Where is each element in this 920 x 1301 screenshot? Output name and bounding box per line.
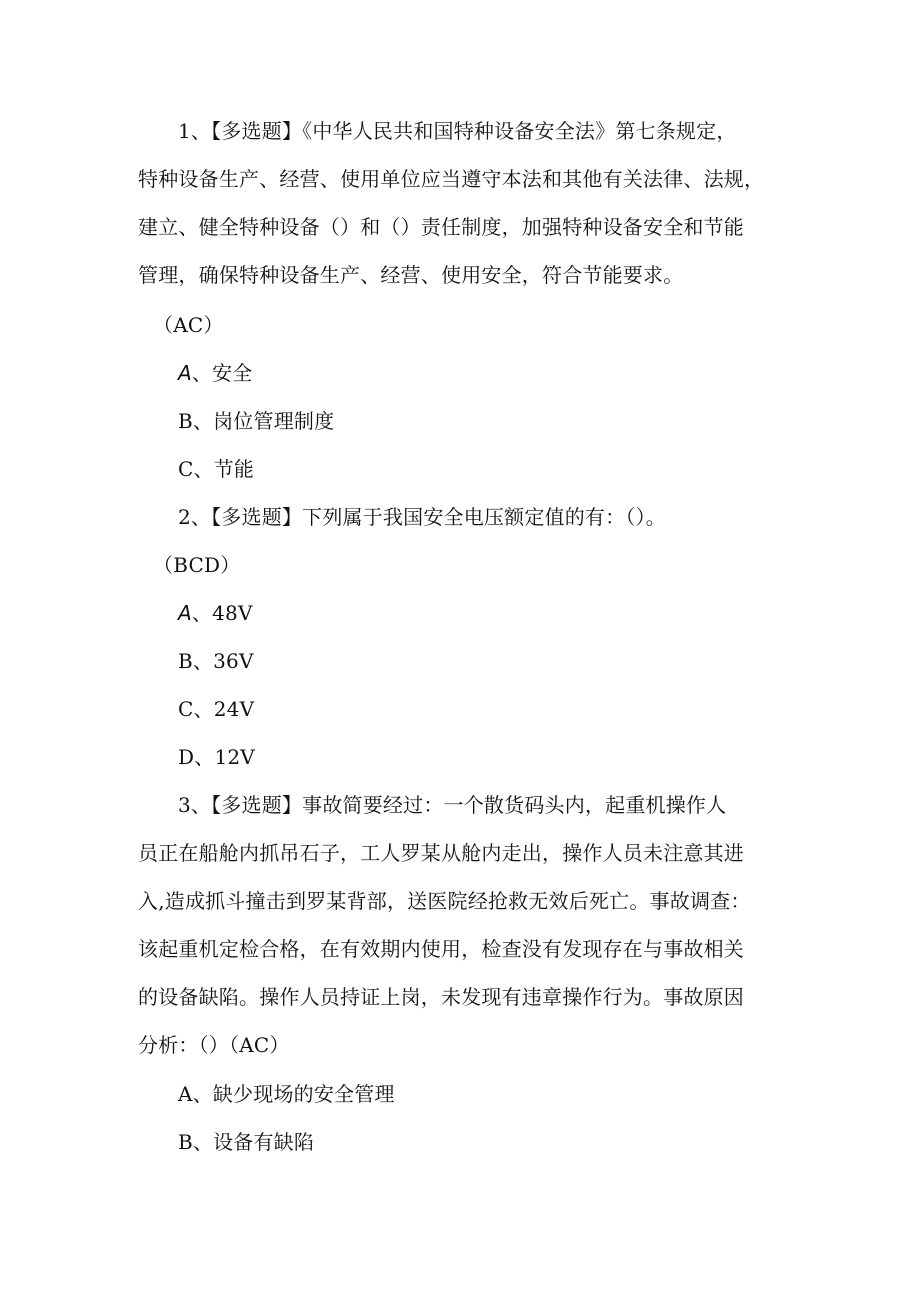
question-2-option-c: [178, 697, 254, 721]
option-separator: 、: [192, 1082, 213, 1106]
question-1-option-a: [178, 361, 253, 385]
question-3-stem-line-2: 员正在船舱内抓吊石子，工人罗某从舱内走出，操作人员未注意其进: [138, 841, 744, 865]
question-2-answer: （BCD）: [153, 553, 241, 577]
question-1-stem-line-2: 特种设备生产、经营、使用单位应当遵守本法和其他有关法律、法规，: [138, 167, 765, 191]
option-letter: C: [178, 697, 194, 721]
option-separator: 、: [192, 409, 214, 433]
option-letter: B: [178, 1130, 193, 1154]
option-separator: 、: [192, 1130, 214, 1154]
option-text: 设备有缺陷: [213, 1130, 315, 1154]
option-text: 节能: [213, 457, 255, 481]
question-2-stem-line-1: 下列属于我国安全电压额定值的有：（）。: [302, 505, 666, 529]
option-text: 12V: [214, 745, 255, 769]
option-separator: 、: [193, 457, 214, 481]
option-text: 岗位管理制度: [213, 409, 335, 433]
option-separator: 、: [191, 361, 213, 385]
question-3-stem-line-1: 事故简要经过：一个散货码头内，起重机操作人: [302, 793, 727, 817]
question-1-number-tag: 1、【多选题】: [178, 119, 303, 143]
question-1-option-b: [178, 409, 334, 433]
question-2-option-a: [178, 601, 253, 625]
question-2-option-d: [178, 745, 255, 769]
option-letter: C: [178, 457, 194, 481]
question-3-option-b: [178, 1130, 314, 1154]
question-3-stem-line-5: 的设备缺陷。操作人员持证上岗，未发现有违章操作行为。事故原因: [138, 985, 744, 1009]
question-2-number-tag: 2、【多选题】: [178, 505, 303, 529]
question-1-option-c: [178, 457, 254, 481]
option-letter: A: [178, 601, 192, 625]
question-3-option-a: [178, 1082, 395, 1106]
option-text: 48V: [212, 601, 253, 625]
question-3-stem-line-6: 分析：（）（AC）: [138, 1033, 290, 1057]
option-separator: 、: [194, 745, 215, 769]
question-3-stem-line-4: 该起重机定检合格，在有效期内使用，检查没有发现存在与事故相关: [138, 937, 744, 961]
question-2-first-line: [178, 505, 666, 529]
option-separator: 、: [191, 601, 213, 625]
option-text: 缺少现场的安全管理: [212, 1082, 395, 1106]
option-text: 安全: [212, 361, 253, 385]
option-letter: A: [178, 1082, 193, 1106]
question-1-stem-line-1: 《中华人民共和国特种设备安全法》第七条规定，: [302, 119, 737, 143]
option-text: 24V: [213, 697, 255, 721]
option-letter: D: [178, 745, 195, 769]
option-text: 36V: [213, 649, 254, 673]
option-letter: B: [178, 649, 193, 673]
option-letter: B: [178, 409, 193, 433]
question-3-stem-line-3: 入,造成抓斗撞击到罗某背部，送医院经抢救无效后死亡。事故调查：: [138, 889, 751, 913]
question-1-first-line: [178, 119, 737, 143]
option-separator: 、: [193, 697, 214, 721]
question-1-stem-line-3: 建立、健全特种设备（）和（）责任制度，加强特种设备安全和节能: [138, 215, 744, 239]
question-2-option-b: [178, 649, 254, 673]
question-3-number-tag: 3、【多选题】: [178, 793, 303, 817]
question-1-stem-line-4: 管理，确保特种设备生产、经营、使用安全，符合节能要求。: [138, 263, 684, 287]
question-1-answer: （AC）: [153, 313, 224, 337]
question-3-first-line: [178, 793, 726, 817]
option-separator: 、: [192, 649, 214, 673]
option-letter: A: [178, 361, 192, 385]
